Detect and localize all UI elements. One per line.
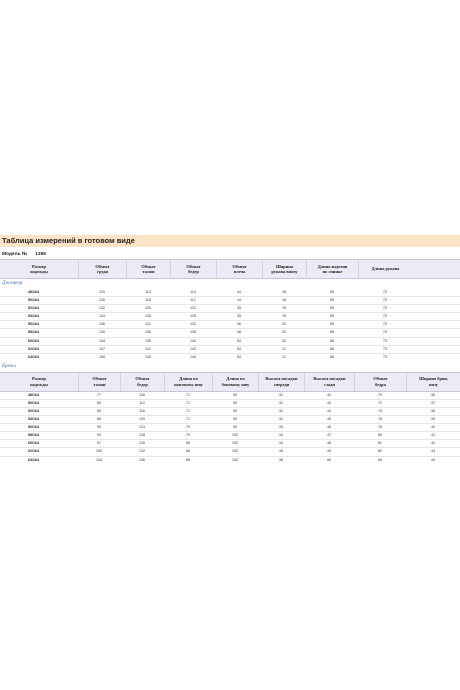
value-cell: 66 <box>330 346 334 351</box>
value-cell: 132 <box>190 322 196 327</box>
jumper-header-cell: Обхват бедер <box>170 260 216 278</box>
value-cell: 78 <box>378 425 382 430</box>
value-cell: 33 <box>279 425 283 430</box>
value-cell: 130 <box>139 441 145 446</box>
value-cell: 66 <box>330 338 334 343</box>
value-cell: 146 <box>190 354 196 358</box>
value-cell: 69 <box>186 441 190 446</box>
value-cell: 72 <box>383 290 387 294</box>
value-cell: 140 <box>99 330 105 335</box>
value-cell: 102 <box>232 433 238 438</box>
value-cell: 72 <box>383 322 387 327</box>
value-cell: 68 <box>186 457 190 461</box>
size-cell: 58/164 <box>28 330 39 335</box>
pants-header-cell: Размер надежды <box>30 376 48 387</box>
value-cell: 36 <box>431 392 435 397</box>
value-cell: 71 <box>186 400 190 405</box>
value-cell: 48 <box>327 441 331 446</box>
value-cell: 38 <box>431 408 435 413</box>
value-cell: 120 <box>99 290 105 294</box>
value-cell: 116 <box>139 408 145 413</box>
value-cell: 72 <box>383 314 387 319</box>
value-cell: 80 <box>97 400 101 405</box>
value-cell: 77 <box>97 392 101 397</box>
value-cell: 117 <box>190 298 196 303</box>
value-cell: 44 <box>327 408 331 413</box>
value-cell: 102 <box>232 449 238 454</box>
value-cell: 70 <box>186 425 190 430</box>
value-cell: 31 <box>279 392 283 397</box>
value-cell: 34 <box>279 433 283 438</box>
value-cell: 135 <box>145 330 151 335</box>
value-cell: 145 <box>145 354 151 358</box>
size-cell: 50/164 <box>28 400 39 405</box>
value-cell: 114 <box>190 290 196 294</box>
value-cell: 20 <box>282 330 286 335</box>
size-cell: 64/164 <box>28 457 39 461</box>
value-cell: 65 <box>330 322 334 327</box>
value-cell: 65 <box>330 290 334 294</box>
value-cell: 104 <box>96 457 102 461</box>
value-cell: 83 <box>97 408 101 413</box>
value-cell: 41 <box>431 433 435 438</box>
value-cell: 99 <box>233 400 237 405</box>
value-cell: 50 <box>237 354 241 358</box>
value-cell: 37 <box>431 400 435 405</box>
value-cell: 40 <box>431 425 435 430</box>
value-cell: 76 <box>378 417 382 422</box>
size-cell: 48/164 <box>28 290 39 294</box>
value-cell: 18 <box>282 290 286 294</box>
table-row <box>0 400 460 408</box>
table-row <box>0 297 460 305</box>
value-cell: 97 <box>97 441 101 446</box>
value-cell: 106 <box>139 392 145 397</box>
value-cell: 99 <box>233 425 237 430</box>
pants-table <box>0 362 460 461</box>
value-cell: 42 <box>431 441 435 446</box>
value-cell: 82 <box>378 449 382 454</box>
value-cell: 45 <box>327 417 331 422</box>
table-row <box>0 354 460 358</box>
pants-header-cell: Обхват талии <box>78 373 120 391</box>
value-cell: 44 <box>237 290 241 294</box>
table-row <box>0 338 460 346</box>
value-cell: 113 <box>145 290 151 294</box>
value-cell: 50 <box>327 457 331 461</box>
value-cell: 70 <box>378 392 382 397</box>
value-cell: 66 <box>330 330 334 335</box>
value-cell: 102 <box>232 441 238 446</box>
table-row <box>0 346 460 354</box>
value-cell: 43 <box>327 400 331 405</box>
pants-header-cell: Ширина брюк низу <box>406 373 460 391</box>
value-cell: 74 <box>378 408 382 413</box>
table-row <box>0 424 460 432</box>
value-cell: 43 <box>431 449 435 454</box>
value-cell: 72 <box>383 306 387 311</box>
value-cell: 72 <box>383 298 387 303</box>
value-cell: 73 <box>383 354 387 358</box>
value-cell: 72 <box>378 400 382 405</box>
table-row <box>0 457 460 461</box>
table-row <box>0 448 460 456</box>
model-line <box>0 250 460 259</box>
pants-header-cell: Обхват бедра <box>354 373 406 391</box>
value-cell: 73 <box>383 346 387 351</box>
value-cell: 48 <box>237 330 241 335</box>
value-cell: 71 <box>186 408 190 413</box>
jumper-header-cell: Длина изделия по спинке <box>306 260 358 278</box>
pants-header-cell: Обхват бедер <box>120 373 164 391</box>
sheet-title: Таблица измерений в готовом виде <box>0 235 460 247</box>
value-cell: 65 <box>330 314 334 319</box>
value-cell: 134 <box>99 314 105 319</box>
value-cell: 49 <box>327 449 331 454</box>
value-cell: 81 <box>378 441 382 446</box>
value-cell: 142 <box>190 346 196 351</box>
value-cell: 19 <box>282 314 286 319</box>
table-row <box>0 432 460 440</box>
value-cell: 66 <box>330 354 334 358</box>
table-row <box>0 305 460 313</box>
size-cell: 52/164 <box>28 306 39 311</box>
jumper-table-header <box>0 259 460 279</box>
value-cell: 140 <box>190 338 196 343</box>
value-cell: 147 <box>99 346 105 351</box>
table-row <box>0 313 460 321</box>
value-cell: 131 <box>145 322 151 327</box>
value-cell: 70 <box>186 433 190 438</box>
size-cell: 56/164 <box>28 425 39 430</box>
measurement-sheet <box>0 235 460 461</box>
value-cell: 120 <box>139 417 145 422</box>
size-cell: 58/164 <box>28 433 39 438</box>
jumper-header-cell: Размер надежды <box>30 263 48 274</box>
value-cell: 42 <box>327 392 331 397</box>
jumper-header-cell: Ширина рукава внизу <box>262 260 306 278</box>
size-cell: 52/164 <box>28 408 39 413</box>
pants-table-body <box>0 392 460 461</box>
jumper-header-cell: Длина рукава <box>358 260 412 278</box>
value-cell: 86 <box>97 417 101 422</box>
value-cell: 44 <box>431 457 435 461</box>
size-cell: 64/164 <box>28 354 39 358</box>
value-cell: 50 <box>237 346 241 351</box>
value-cell: 21 <box>282 346 286 351</box>
pants-section-label: Брюки <box>2 363 16 369</box>
value-cell: 65 <box>330 306 334 311</box>
size-cell: 50/164 <box>28 298 39 303</box>
value-cell: 68 <box>186 449 190 454</box>
pants-header-cell: Длина по шаговому шву <box>164 373 212 391</box>
value-cell: 45 <box>237 306 241 311</box>
value-cell: 121 <box>190 306 196 311</box>
size-cell: 60/164 <box>28 338 39 343</box>
value-cell: 90 <box>97 425 101 430</box>
jumper-header-cell: Обхват талии <box>126 260 170 278</box>
value-cell: 19 <box>282 306 286 311</box>
value-cell: 35 <box>279 449 283 454</box>
value-cell: 99 <box>233 417 237 422</box>
value-cell: 136 <box>99 322 105 327</box>
value-cell: 99 <box>233 408 237 413</box>
value-cell: 39 <box>431 417 435 422</box>
size-cell: 62/164 <box>28 346 39 351</box>
value-cell: 65 <box>330 298 334 303</box>
size-cell: 62/164 <box>28 449 39 454</box>
value-cell: 18 <box>282 298 286 303</box>
value-cell: 144 <box>99 338 105 343</box>
model-number: 1395 <box>35 252 46 257</box>
value-cell: 141 <box>145 346 151 351</box>
jumper-table-body <box>0 289 460 358</box>
value-cell: 80 <box>378 433 382 438</box>
value-cell: 36 <box>279 457 283 461</box>
value-cell: 71 <box>186 392 190 397</box>
value-cell: 21 <box>282 354 286 358</box>
table-row <box>0 416 460 424</box>
size-cell: 54/164 <box>28 417 39 422</box>
jumper-section-label: Джемпер <box>2 281 23 286</box>
table-row <box>0 392 460 400</box>
value-cell: 125 <box>145 314 151 319</box>
table-row <box>0 289 460 297</box>
table-row <box>0 329 460 337</box>
value-cell: 44 <box>237 298 241 303</box>
value-cell: 20 <box>282 322 286 327</box>
size-cell: 48/164 <box>28 392 39 397</box>
value-cell: 71 <box>186 417 190 422</box>
value-cell: 47 <box>327 433 331 438</box>
pants-header-cell: Длина по боковому шву <box>212 373 258 391</box>
value-cell: 132 <box>99 306 105 311</box>
value-cell: 136 <box>190 330 196 335</box>
value-cell: 46 <box>327 425 331 430</box>
value-cell: 120 <box>145 306 151 311</box>
jumper-header-cell: Обхват плеча <box>216 260 262 278</box>
pants-header-cell: Высота посадки спереди <box>258 373 304 391</box>
pants-table-header <box>0 372 460 392</box>
jumper-header-cell: Обхват груди <box>78 260 126 278</box>
value-cell: 139 <box>145 338 151 343</box>
value-cell: 100 <box>96 449 102 454</box>
value-cell: 50 <box>237 338 241 343</box>
size-cell: 56/164 <box>28 322 39 327</box>
value-cell: 132 <box>139 449 145 454</box>
value-cell: 46 <box>237 322 241 327</box>
table-row <box>0 408 460 416</box>
value-cell: 126 <box>99 298 105 303</box>
value-cell: 136 <box>139 457 145 461</box>
value-cell: 116 <box>145 298 151 303</box>
value-cell: 124 <box>139 425 145 430</box>
value-cell: 73 <box>383 338 387 343</box>
table-row <box>0 440 460 448</box>
size-cell: 60/164 <box>28 441 39 446</box>
value-cell: 32 <box>279 417 283 422</box>
value-cell: 128 <box>139 433 145 438</box>
table-row <box>0 321 460 329</box>
jumper-table <box>0 259 460 358</box>
value-cell: 31 <box>279 400 283 405</box>
value-cell: 84 <box>378 457 382 461</box>
model-label: Модель № <box>2 252 28 257</box>
value-cell: 20 <box>282 338 286 343</box>
value-cell: 102 <box>232 457 238 461</box>
value-cell: 126 <box>190 314 196 319</box>
pants-header-cell: Высота посадки сзади <box>304 373 354 391</box>
value-cell: 150 <box>99 354 105 358</box>
value-cell: 32 <box>279 408 283 413</box>
size-cell: 54/164 <box>28 314 39 319</box>
value-cell: 94 <box>97 433 101 438</box>
value-cell: 45 <box>237 314 241 319</box>
value-cell: 99 <box>233 392 237 397</box>
value-cell: 112 <box>139 400 145 405</box>
value-cell: 34 <box>279 441 283 446</box>
value-cell: 73 <box>383 330 387 335</box>
